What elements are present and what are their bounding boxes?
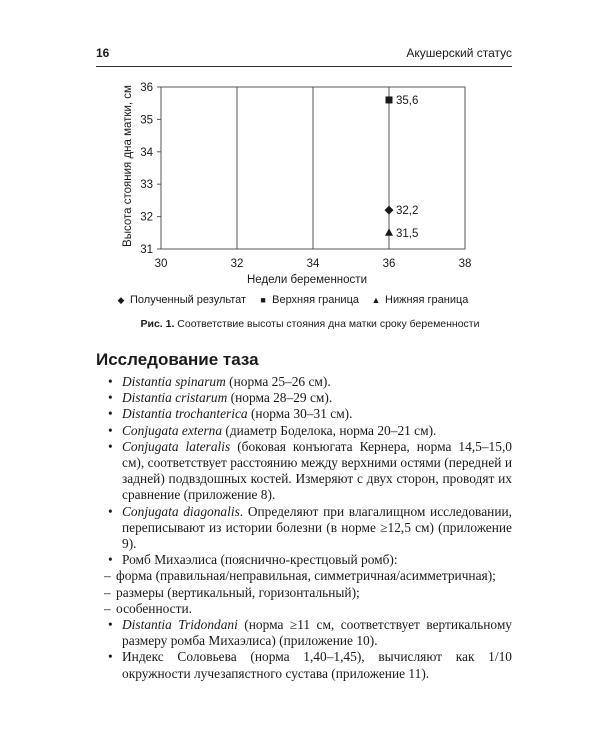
running-title: Акушерский статус <box>406 46 512 60</box>
y-tick-label: 34 <box>140 146 153 159</box>
x-tick-label: 30 <box>154 258 168 270</box>
sub-list-item: – размеры (вертикальный, горизонтальный); <box>104 584 360 600</box>
legend-item-lower <box>371 294 468 306</box>
list-item-text: форма (правильная/неправильная, симметричная/асимметричная); <box>116 568 496 584</box>
list-item-text: размеры (вертикальный, горизонтальный); <box>116 584 360 600</box>
x-tick-label: 34 <box>306 258 320 270</box>
list-item <box>96 406 512 422</box>
latin-term: Distantia Tridondani <box>122 617 238 633</box>
list-item <box>96 649 512 681</box>
list-item <box>96 390 512 406</box>
list-item-text: (боковая конъюгата Кернера, норма 14,5–15,0 см), соответствует расстоянию между верхними остями (передней и задней) подвздошных костей. Измеряют с двух сторон, проводят их сравнение (приложение 8). <box>122 438 512 503</box>
legend-label: Верхняя граница <box>272 294 359 306</box>
legend-item-upper <box>258 294 359 306</box>
x-axis-label: Недели беременности <box>247 274 367 286</box>
y-tick-label: 32 <box>140 211 153 224</box>
data-label: 32,2 <box>396 205 419 218</box>
list-item <box>96 439 512 504</box>
list-item-text: особенности. <box>116 600 192 616</box>
pelvis-exam-list <box>96 374 512 682</box>
latin-term: Distantia spinarum <box>122 374 226 389</box>
chart-legend <box>116 294 496 306</box>
list-item <box>96 617 512 649</box>
legend-label: Нижняя граница <box>385 294 469 306</box>
list-item <box>96 423 512 439</box>
page-number: 16 <box>96 46 110 60</box>
page-header <box>96 44 512 64</box>
x-tick-label: 38 <box>458 258 472 270</box>
square-icon: ■ <box>260 295 266 305</box>
list-item <box>96 504 512 553</box>
latin-term: Distantia cristarum <box>122 390 228 406</box>
latin-term: Conjugata diagonalis <box>122 503 240 519</box>
list-item-text: (норма 25–26 см). <box>225 374 331 389</box>
list-item <box>96 552 512 568</box>
sub-list-item: – форма (правильная/неправильная, симметричная/асимметричная); <box>104 568 496 584</box>
latin-term: Distantia trochanterica <box>122 406 248 422</box>
sub-list-item: – особенности. <box>104 600 192 616</box>
lower-bound-point <box>385 228 393 236</box>
y-tick-label: 35 <box>140 114 153 127</box>
header-rule <box>96 66 512 67</box>
caption-text: Соответствие высоты стояния дна матки сроку беременности <box>177 318 480 330</box>
list-item-text: Индекс Соловьева (норма 1,40–1,45), вычисляют как 1/10 окружности лучезапястного сустава (приложение 11). <box>122 649 512 681</box>
list-item-text: (норма 30–31 см). <box>247 406 353 422</box>
triangle-icon: ▲ <box>371 295 381 305</box>
y-tick-label: 31 <box>140 244 153 256</box>
y-axis-label: Высота стояния дна матки, см <box>122 85 134 247</box>
list-item-text: (норма ≥11 см, соответствует вертикальному размеру ромба Михаэлиса) (приложение 10). <box>122 617 512 649</box>
y-tick-label: 33 <box>140 179 153 192</box>
figure-caption <box>110 318 510 330</box>
legend-item-result <box>116 294 246 306</box>
list-item-text: Ромб Михаэлиса (пояснично-крестцовый ромб): <box>122 552 398 568</box>
result-point <box>385 206 394 215</box>
list-item-text: . Определяют при влагалищном исследовании, переписывают из истории болезни (в норме ≥12,5 см) (приложение 9). <box>122 503 512 552</box>
latin-term: Conjugata lateralis <box>122 438 231 454</box>
upper-bound-point <box>386 96 393 103</box>
x-tick-label: 32 <box>230 258 244 270</box>
list-item-text: (диаметр Боделока, норма 20–21 см). <box>222 422 437 438</box>
list-item-text: (норма 28–29 см). <box>227 390 333 406</box>
x-tick-label: 36 <box>382 258 396 270</box>
legend-label: Полученный результат <box>130 294 247 306</box>
diamond-icon: ◆ <box>117 294 125 305</box>
latin-term: Conjugata externa <box>122 422 223 438</box>
data-label: 35,6 <box>396 94 419 107</box>
chart <box>0 70 600 290</box>
list-item <box>96 374 512 390</box>
section-heading: Исследование таза <box>96 350 259 369</box>
y-tick-label: 36 <box>140 82 153 94</box>
caption-label: Рис. 1. <box>140 318 175 330</box>
data-label: 31,5 <box>396 227 419 240</box>
